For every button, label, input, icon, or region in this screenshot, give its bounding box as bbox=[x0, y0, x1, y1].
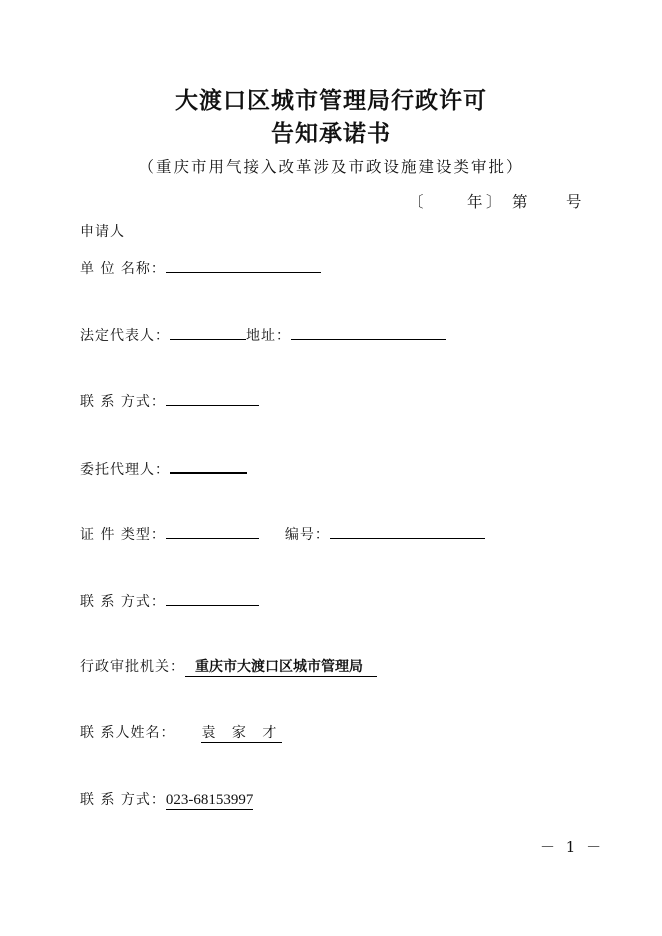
authority-row bbox=[80, 657, 377, 677]
contact-person-value: 袁 家 才 bbox=[201, 725, 283, 741]
id-type-blank[interactable] bbox=[166, 523, 259, 539]
contact1-row bbox=[80, 390, 259, 410]
doc-number-open-bracket: 〔 bbox=[408, 193, 424, 211]
contact1-label: 联 系 方式： bbox=[80, 394, 166, 410]
id-number-label: 编号： bbox=[284, 527, 330, 543]
document-title-line2: 告知承诺书 bbox=[271, 120, 391, 147]
contact2-blank[interactable] bbox=[166, 590, 259, 606]
page-number: － 1 － bbox=[540, 838, 605, 856]
contact1-blank[interactable] bbox=[166, 390, 259, 406]
unit-name-blank[interactable] bbox=[166, 257, 321, 273]
contact3-label: 联 系 方式： bbox=[80, 792, 166, 808]
doc-number-year: 年 bbox=[467, 193, 483, 211]
authority-value: 重庆市大渡口区城市管理局 bbox=[185, 659, 377, 677]
unit-name-row bbox=[80, 257, 321, 277]
agent-label: 委托代理人： bbox=[80, 462, 170, 478]
document-subtitle: （重庆市用气接入改革涉及市政设施建设类审批） bbox=[138, 158, 524, 176]
contact-person-label: 联 系人姓名： bbox=[80, 725, 176, 741]
legal-rep-label: 法定代表人： bbox=[80, 328, 170, 344]
address-label: 地址： bbox=[246, 328, 291, 344]
unit-name-label: 单 位 名称： bbox=[80, 261, 166, 277]
applicant-heading-label: 申请人 bbox=[80, 224, 125, 240]
doc-number-hao: 号 bbox=[566, 193, 582, 211]
contact3-value: 023-68153997 bbox=[165, 792, 254, 808]
legal-rep-row bbox=[80, 324, 446, 344]
contact3-row bbox=[80, 790, 253, 810]
id-type-row bbox=[80, 523, 485, 543]
contact2-row bbox=[80, 590, 259, 610]
contact-person-row bbox=[80, 723, 282, 743]
agent-blank[interactable] bbox=[170, 457, 247, 474]
contact2-label: 联 系 方式： bbox=[80, 594, 166, 610]
legal-rep-blank[interactable] bbox=[170, 324, 246, 340]
doc-number-di: 第 bbox=[512, 193, 528, 211]
doc-number-close-bracket: 〕 bbox=[486, 193, 502, 211]
authority-label: 行政审批机关： bbox=[80, 659, 185, 675]
address-blank[interactable] bbox=[291, 324, 446, 340]
agent-row bbox=[80, 457, 247, 477]
document-title-line1: 大渡口区城市管理局行政许可 bbox=[175, 87, 487, 114]
applicant-heading bbox=[80, 222, 125, 242]
id-number-blank[interactable] bbox=[330, 523, 485, 539]
id-type-label: 证 件 类型： bbox=[80, 527, 166, 543]
